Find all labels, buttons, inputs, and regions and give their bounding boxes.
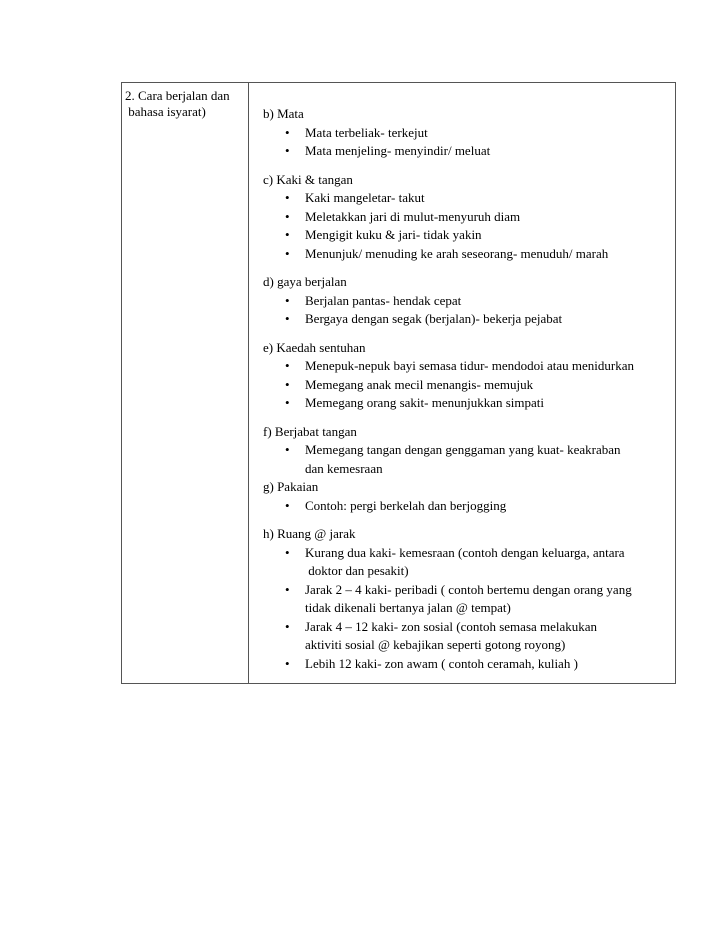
section-heading: g) Pakaian [263,479,319,494]
bullet-list [263,544,675,674]
bullet-text: Berjalan pantas- hendak cepat [305,292,462,308]
topic-label-line-1: 2. Cara berjalan dan [125,88,230,103]
bullet-text: Meletakkan jari di mulut-menyuruh diam [305,208,521,224]
section-heading: d) gaya berjalan [263,274,347,289]
bullet-text: Mata terbeliak- terkejut [305,124,428,140]
section-heading: e) Kaedah sentuhan [263,339,366,355]
topic-label-line-2: bahasa isyarat) [125,104,206,119]
bullet-list [263,497,675,516]
bullet-icon: • [285,358,290,373]
bullet-list [263,441,675,478]
bullet-item [263,292,675,311]
bullet-text: Memegang tangan dengan genggaman yang kuat- keakraban dan kemesraan [305,442,621,476]
details-cell [249,83,675,683]
bullet-item [263,310,675,329]
bullet-icon: • [285,376,290,392]
bullet-item [263,245,675,264]
bullet-icon: • [285,544,290,560]
section-kaedah-sentuhan [263,339,675,413]
bullet-text: Mata menjeling- menyindir/ meluat [305,143,491,158]
bullet-item [263,394,675,413]
section-heading: f) Berjabat tangan [263,423,357,439]
section-kaki-tangan [263,171,675,264]
bullet-item [263,189,675,208]
content-table [121,82,676,684]
bullet-item [263,544,675,581]
bullet-item [263,142,675,161]
section-berjabat-tangan [263,423,675,479]
bullet-item [263,581,675,618]
bullet-item [263,441,675,478]
bullet-item [263,497,675,516]
section-heading: c) Kaki & tangan [263,171,353,187]
bullet-item [263,618,675,655]
bullet-icon: • [285,618,290,634]
bullet-list [263,292,675,329]
bullet-icon: • [285,395,290,410]
bullet-icon: • [285,311,290,326]
section-ruang-jarak [263,525,675,673]
bullet-item [263,376,675,395]
bullet-icon: • [285,124,290,140]
bullet-text: Mengigit kuku & jari- tidak yakin [305,227,482,242]
bullet-list [263,124,675,161]
bullet-item [263,226,675,245]
bullet-text: Jarak 2 – 4 kaki- peribadi ( contoh bertemu dengan orang yang tidak dikenali bertanya jalan @ tempat) [305,581,632,615]
bullet-item [263,208,675,227]
bullet-text: Kurang dua kaki- kemesraan (contoh dengan keluarga, antara doktor dan pesakit) [305,544,625,578]
bullet-icon: • [285,292,290,308]
bullet-icon: • [285,227,290,242]
topic-cell [122,83,249,683]
section-heading: h) Ruang @ jarak [263,526,356,541]
section-heading: b) Mata [263,106,304,121]
section-gaya-berjalan [263,273,675,329]
bullet-list [263,357,675,413]
bullet-icon: • [285,208,290,224]
bullet-icon: • [285,245,290,261]
bullet-text: Menepuk-nepuk bayi semasa tidur- mendodoi atau menidurkan [305,358,634,373]
section-pakaian [263,478,675,515]
bullet-icon: • [285,581,290,597]
bullet-icon: • [285,442,290,457]
bullet-list [263,189,675,263]
bullet-item [263,124,675,143]
section-mata [263,105,675,161]
bullet-text: Lebih 12 kaki- zon awam ( contoh ceramah, kuliah ) [305,655,578,671]
bullet-text: Memegang anak mecil menangis- memujuk [305,376,534,392]
bullet-item [263,655,675,674]
bullet-icon: • [285,655,290,671]
bullet-item [263,357,675,376]
bullet-text: Bergaya dengan segak (berjalan)- bekerja pejabat [305,311,563,326]
bullet-text: Kaki mangeletar- takut [305,190,425,205]
bullet-text: Memegang orang sakit- menunjukkan simpati [305,395,545,410]
bullet-text: Menunjuk/ menuding ke arah seseorang- menuduh/ marah [305,245,609,261]
bullet-text: Jarak 4 – 12 kaki- zon sosial (contoh semasa melakukan aktiviti sosial @ kebajikan seperti gotong royong) [305,618,598,652]
bullet-text: Contoh: pergi berkelah dan berjogging [305,497,507,513]
bullet-icon: • [285,190,290,205]
bullet-icon: • [285,497,290,513]
bullet-icon: • [285,143,290,158]
